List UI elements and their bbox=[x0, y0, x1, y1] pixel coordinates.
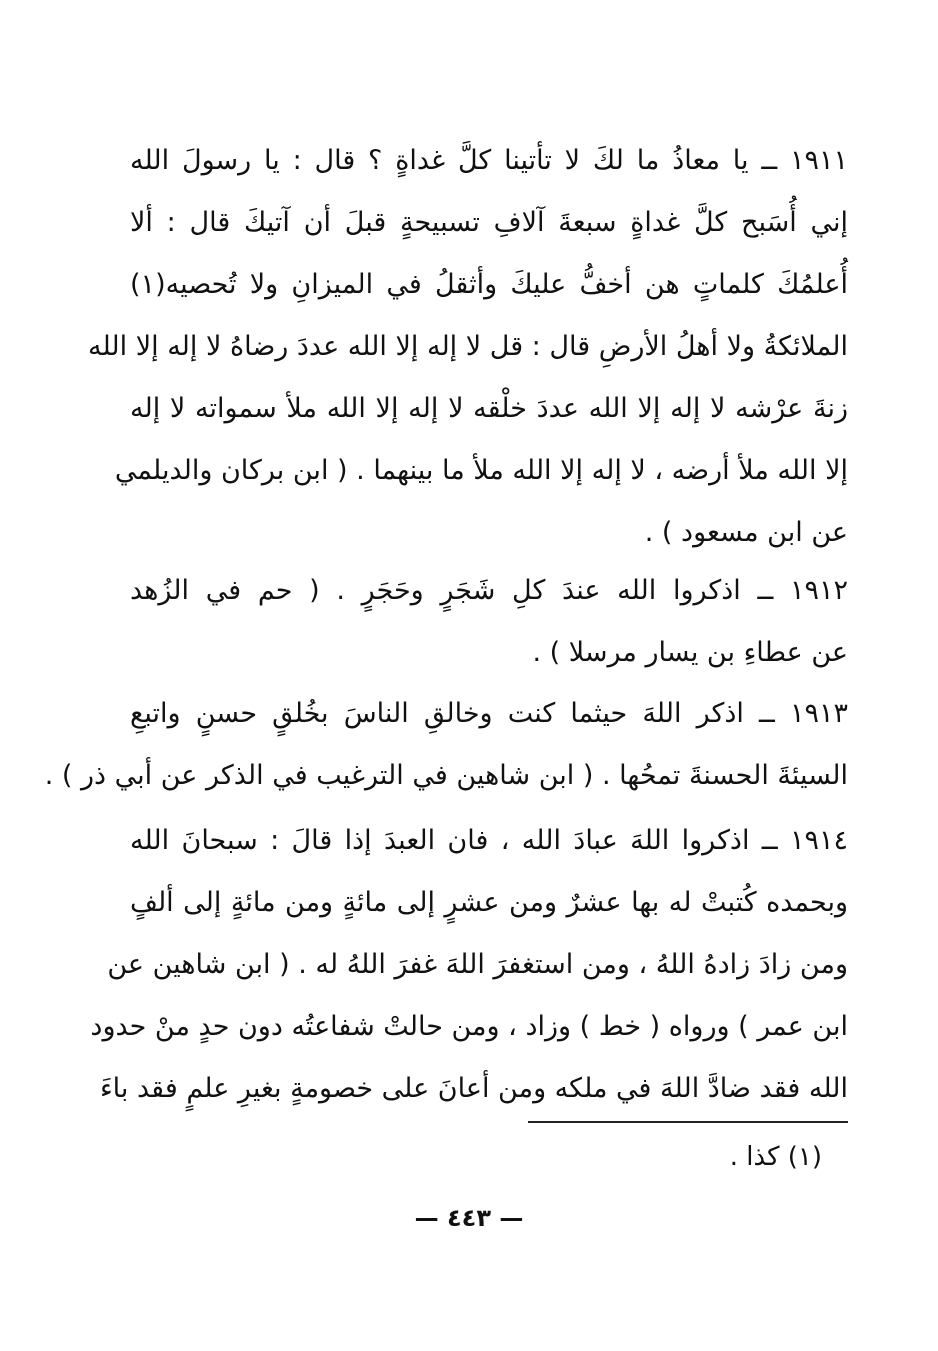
footnote: (١) كذا . bbox=[729, 1142, 822, 1172]
hadith-1912 bbox=[130, 560, 848, 684]
text-line: ابن عمر ) ورواه ( خط ) وزاد ، ومن حالتْ شفاعتُه دون حدٍ منْ حدود bbox=[90, 1011, 848, 1042]
page-number: — ٤٤٣ — bbox=[414, 1204, 524, 1232]
text-line: السيئةَ الحسنةَ تمحُها . ( ابن شاهين في الترغيب في الذكر عن أبي ذر ) . bbox=[44, 760, 848, 791]
text-line: ١٩١٢ ــ اذكروا الله عندَ كلِ شَجَرٍ وحَجَرٍ . ( حم في الزُهد bbox=[130, 575, 848, 606]
text-line: ومن زادَ زادهُ اللهُ ، ومن استغفرَ اللهَ غفرَ اللهُ له . ( ابن شاهين عن bbox=[107, 949, 848, 980]
text-line: عن ابن مسعود ) . bbox=[644, 517, 848, 548]
text-line: أُعلمُكَ كلماتٍ هن أخفُّ عليكَ وأثقلُ في الميزانِ ولا تُحصيه(١) bbox=[130, 269, 848, 300]
text-line: وبحمده كُتبتْ له بها عشرٌ ومن عشرٍ إلى مائةٍ ومن مائةٍ إلى ألفٍ bbox=[130, 887, 848, 918]
hadith-1913 bbox=[44, 683, 848, 807]
text-line: الملائكةُ ولا أهلُ الأرضِ قال : قل لا إله إلا الله عددَ رضاهُ لا إله إلا الله bbox=[87, 331, 848, 362]
text-line: ١٩١١ ــ يا معاذُ ما لكَ لا تأتينا كلَّ غداةٍ ؟ قال : يا رسولَ الله bbox=[130, 145, 848, 176]
text-line: عن عطاءِ بن يسار مرسلا ) . bbox=[532, 637, 848, 668]
text-line: زنةَ عرْشه لا إله إلا الله عددَ خلْقه لا إله إلا الله ملأ سمواته لا إله bbox=[130, 393, 848, 424]
text-line: الله فقد ضادَّ اللهَ في ملكه ومن أعانَ على خصومةٍ بغيرِ علمٍ فقد باءَ bbox=[99, 1073, 848, 1104]
text-line: إلا الله ملأ أرضه ، لا إله إلا الله ملأ ما بينهما . ( ابن بركان والديلمي bbox=[114, 455, 848, 486]
hadith-1914 bbox=[90, 810, 848, 1120]
text-line: ١٩١٣ ــ اذكر اللهَ حيثما كنت وخالقِ الناسَ بخُلقٍ حسنٍ واتبعِ bbox=[130, 698, 848, 729]
text-line: ١٩١٤ ــ اذكروا اللهَ عبادَ الله ، فان العبدَ إذا قالَ : سبحانَ الله bbox=[130, 825, 848, 856]
hadith-1911 bbox=[87, 130, 848, 564]
footnote-divider bbox=[528, 1121, 848, 1123]
text-line: إني أُسَبح كلَّ غداةٍ سبعةَ آلافِ تسبيحةٍ قبلَ أن آتيكَ قال : ألا bbox=[130, 207, 848, 238]
